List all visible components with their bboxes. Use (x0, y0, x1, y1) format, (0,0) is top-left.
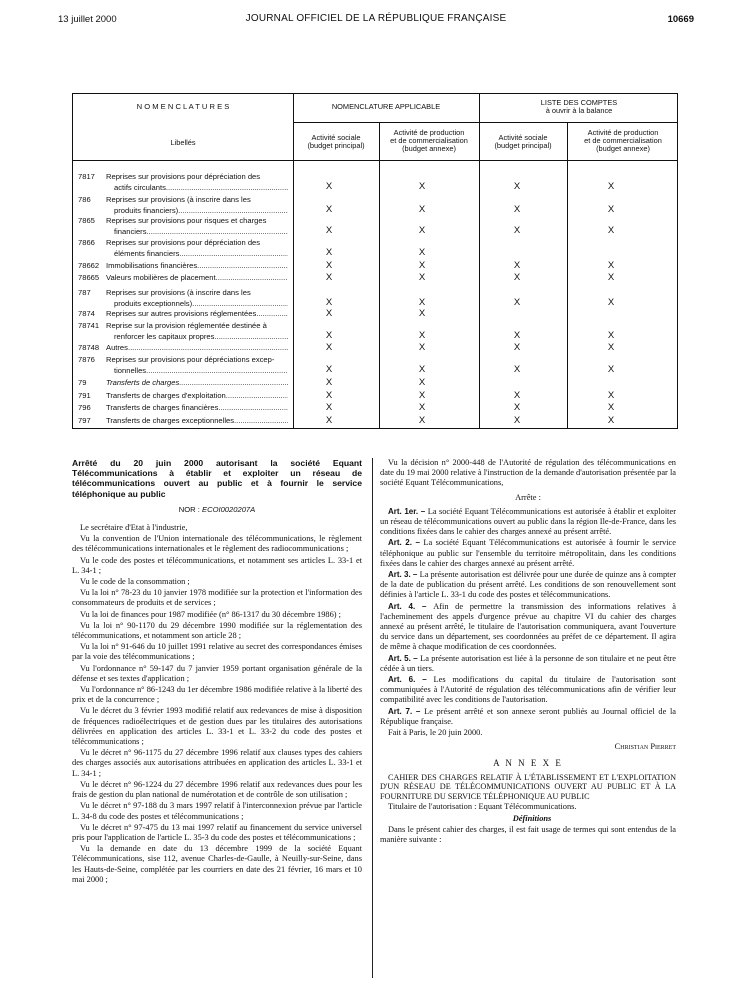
article-label: Art. 6. – (388, 675, 434, 685)
x-mark: X (418, 402, 426, 413)
subheader-line: (budget annexe) (596, 144, 650, 153)
x-mark: X (418, 272, 426, 283)
nor-value: ECOI0020207A (202, 504, 256, 514)
article-text: La société Equant Télécommunications est autorisée à établir et exploiter un réseau de télécommunications ouvert au public dans la région Ile-de-France, dans les conditions fixées dans le cahier des charges annexé au présent arrêté. (380, 506, 676, 537)
x-mark: X (513, 342, 521, 353)
arrete-label: Arrête : (515, 492, 541, 502)
x-mark: X (418, 297, 426, 308)
article-text: Le présent arrêté et son annexe seront publiés au Journal officiel de la République française. (380, 706, 676, 726)
visa-paragraph: Vu le code de la consommation ; (80, 577, 190, 587)
row-label-line: financiers ..... (106, 227, 288, 238)
row-code: 787 (78, 288, 91, 297)
row-label-line: renforcer les capitaux propres ..... (106, 332, 288, 343)
row-label (106, 261, 288, 272)
row-label-line: Reprises sur provisions (à inscrire dans les (106, 195, 251, 204)
x-mark: X (513, 181, 521, 192)
article-text: Afin de permettre la transmission des informations relatives à l'acheminement des appels d'urgence prévue au chapitre VI du cahier des charges annexé au présent arrêté, le titulaire de l'autorisation communiquera, avant l'ouverture du service dans un département, ses coordonnées au préfet de ce département. Il agira de même à chaque modification de ces coordonnées. (380, 601, 676, 652)
visa-paragraph: Vu le code des postes et télécommunications, et notamment ses articles L. 33-1 et L. 34-1 ; (72, 555, 362, 575)
x-mark: X (418, 204, 426, 215)
row-label (106, 172, 288, 193)
visa-paragraph: Vu le décret du 3 février 1993 modifié relatif aux redevances de mise à disposition de fréquences radioélectriques et de gestion dues par les titulaires des autorisations délivrées en application des articles L. 33-1 et L. 33-2 du code des postes et télécommunications ; (72, 706, 362, 747)
subheader-line: et de commercialisation (584, 136, 662, 145)
article-label: Art. 5. – (388, 653, 421, 663)
visa-paragraph: Vu l'ordonnance n° 86-1243 du 1er décembre 1986 modifiée relative à la liberté des prix et de la concurrence ; (72, 685, 362, 705)
signature: Christian Pierret (614, 742, 676, 752)
x-mark: X (325, 402, 333, 413)
x-mark: X (325, 204, 333, 215)
row-label-line: Reprises sur provisions pour dépréciation des (106, 238, 261, 247)
x-mark: X (513, 402, 521, 413)
x-mark: X (607, 415, 615, 426)
article-label: Art. 4. – (388, 601, 434, 611)
table-divider (73, 160, 677, 161)
x-mark: X (325, 308, 333, 319)
subheader-activite-production (379, 129, 479, 153)
annexe-heading: A N N E X E (493, 758, 563, 769)
article-label: Art. 7. – (388, 706, 425, 716)
row-code: 786 (78, 195, 91, 204)
x-mark: X (418, 415, 426, 426)
row-label-line: éléments financiers ..... (106, 249, 288, 260)
left-column (72, 458, 362, 886)
row-code: 78741 (78, 321, 100, 330)
x-mark: X (607, 204, 615, 215)
x-mark: X (418, 260, 426, 271)
subheader-activite-sociale (479, 134, 567, 150)
x-mark: X (513, 297, 521, 308)
row-label-line: Reprise sur la provision réglementée destinée à (106, 321, 267, 330)
nor-reference (72, 505, 362, 515)
x-mark: X (325, 330, 333, 341)
header-date: 13 juillet 2000 (58, 14, 117, 25)
subheader-activite-production (567, 129, 679, 153)
visa-list (72, 523, 362, 885)
row-code: 78748 (78, 343, 100, 352)
x-mark: X (607, 181, 615, 192)
x-mark: X (513, 260, 521, 271)
subheader-line: et de commercialisation (390, 136, 468, 145)
row-label-line: tionnelles ..... (106, 366, 288, 377)
x-mark: X (607, 342, 615, 353)
subheader-line: Activité de production (393, 128, 465, 137)
row-label-line: produits exceptionnels) ..... (106, 299, 288, 310)
subheader-line: Activité de production (587, 128, 659, 137)
row-label-line: produits financiers) ..... (106, 206, 288, 217)
cahier-title: CAHIER DES CHARGES RELATIF À L'ÉTABLISSEMENT ET L'EXPLOITATION D'UN RÉSEAU DE TÉLÉCOMMUNICATIONS OUVERT AU PUBLIC ET À LA FOURNITURE DU SERVICE TÉLÉPHONIQUE AU PUBLIC (380, 772, 676, 801)
x-mark: X (418, 364, 426, 375)
row-code: 78665 (78, 273, 100, 282)
visa-paragraph: Vu la convention de l'Union internationale des télécommunications, le règlement des télécommunications internationales et le règlement des radiocommunications ; (72, 534, 362, 554)
article-text: La présente autorisation est délivrée pour une durée de quinze ans à compter de la date de publication du présent arrêté. Les conditions de son renouvellement sont définies à l'article L. 33-1 du code des postes et télécommunications. (380, 570, 676, 600)
row-label-line: Transferts de charges ..... (106, 378, 288, 389)
x-mark: X (513, 225, 521, 236)
article-label: Art. 2. – (388, 538, 424, 548)
row-label (106, 216, 288, 237)
x-mark: X (513, 364, 521, 375)
arrete-title: Arrêté du 20 juin 2000 autorisant la société Equant Télécommunications à établir et exploiter un réseau de télécommunications ouvert au public et à fournir le service téléphonique au public (72, 458, 362, 499)
article-paragraph (380, 507, 676, 538)
nor-label: NOR : (178, 504, 200, 514)
fait-line: Fait à Paris, le 20 juin 2000. (388, 728, 483, 738)
x-mark: X (325, 415, 333, 426)
header-journal-title: JOURNAL OFFICIEL DE LA RÉPUBLIQUE FRANÇAISE (245, 13, 507, 24)
row-code: 791 (78, 391, 91, 400)
row-label (106, 416, 288, 427)
x-mark: X (513, 204, 521, 215)
visa-paragraph: Vu le décret n° 96-1175 du 27 décembre 1996 relatif aux clauses types des cahiers des charges associés aux autorisations attribuées en application des articles L. 33-1 et L. 34-1 ; (72, 748, 362, 778)
article-paragraph (380, 602, 676, 653)
row-label-line: Immobilisations financières ..... (106, 261, 288, 272)
article-paragraph (380, 675, 676, 706)
row-code: 797 (78, 416, 91, 425)
article-text: La présente autorisation est liée à la personne de son titulaire et ne peut être cédée à un tiers. (380, 653, 676, 673)
row-code: 7865 (78, 216, 95, 225)
row-label-line: Reprises sur provisions pour risques et charges (106, 216, 267, 225)
definitions-heading: Définitions (512, 813, 552, 823)
x-mark: X (325, 181, 333, 192)
article-paragraph (380, 538, 676, 569)
row-code: 796 (78, 403, 91, 412)
right-column (380, 458, 676, 846)
visa-paragraph: Vu le décret n° 96-1224 du 27 décembre 1996 relatif aux redevances dues pour les frais de gestion du plan national de numérotation et de contrôle de son utilisation ; (72, 779, 362, 800)
row-code: 78662 (78, 261, 100, 270)
row-label (106, 309, 288, 320)
subheader-line: Activité sociale (498, 133, 548, 142)
visa-paragraph: Vu l'ordonnance n° 59-147 du 7 janvier 1959 portant organisation générale de la défense et ses textes d'application ; (72, 663, 362, 683)
x-mark: X (418, 225, 426, 236)
header-liste-line1: LISTE DES COMPTES (540, 98, 618, 107)
header-liste-line2: à ouvrir à la balance (545, 106, 613, 115)
x-mark: X (325, 364, 333, 375)
row-label (106, 238, 288, 259)
row-code: 7866 (78, 238, 95, 247)
x-mark: X (325, 377, 333, 388)
x-mark: X (325, 272, 333, 283)
x-mark: X (607, 330, 615, 341)
visa-paragraph: Vu la demande en date du 13 décembre 1999 de la société Equant Télécommunications, sise 112, avenue Charles-de-Gaulle, à Neuilly-sur-Seine, dans les Hauts-de-Seine, complétée par les courriers en date des 21 février, 16 mars et 10 mai 2000 ; (72, 844, 362, 884)
row-label (106, 391, 288, 402)
row-label (106, 355, 288, 376)
subheader-line: (budget principal) (494, 141, 552, 150)
x-mark: X (513, 272, 521, 283)
x-mark: X (418, 181, 426, 192)
row-label-line: Transferts de charges financières ..... (106, 403, 288, 414)
x-mark: X (607, 402, 615, 413)
row-label (106, 195, 288, 216)
x-mark: X (325, 247, 333, 258)
definitions-text: Dans le présent cahier des charges, il est fait usage de termes qui sont entendus de la manière suivante : (380, 824, 676, 845)
x-mark: X (325, 297, 333, 308)
header-nomenclatures: N O M E N C L A T U R E S (136, 102, 230, 111)
visa-paragraph: Le secrétaire d'Etat à l'industrie, (80, 523, 188, 533)
visa-paragraph: Vu la loi n° 78-23 du 10 janvier 1978 modifiée sur la protection et l'information des consommateurs de produits et de services ; (72, 588, 362, 608)
article-text: Les modifications du capital du titulaire de l'autorisation sont communiquées à l'Autorité de régulation des télécommunications afin de vérifier leur compatibilité avec les conditions de l'autorisation. (380, 675, 676, 705)
row-label (106, 343, 288, 354)
x-mark: X (513, 330, 521, 341)
x-mark: X (418, 308, 426, 319)
table-divider (567, 122, 568, 428)
x-mark: X (607, 272, 615, 283)
article-paragraph (380, 654, 676, 674)
x-mark: X (513, 415, 521, 426)
subheader-activite-sociale (293, 134, 379, 150)
row-label-line: Transferts de charges d'exploitation ..... (106, 391, 288, 402)
row-label (106, 403, 288, 414)
row-label (106, 288, 288, 309)
subheader-line: (budget annexe) (402, 144, 456, 153)
x-mark: X (607, 225, 615, 236)
column-divider (372, 458, 373, 978)
visa-paragraph: Vu la loi n° 91-646 du 10 juillet 1991 relative au secret des correspondances émises par la voie des télécommunications ; (72, 642, 362, 662)
row-label-line: Transferts de charges exceptionnelles ..... (106, 416, 288, 427)
article-label: Art. 1er. – (388, 506, 428, 516)
header-liste-comptes (479, 99, 679, 115)
x-mark: X (418, 330, 426, 341)
row-label-line: actifs circulants ..... (106, 183, 288, 194)
visa-paragraph: Vu le décret n° 97-188 du 3 mars 1997 relatif à l'interconnexion prévue par l'article L. 34-8 du code des postes et télécommunications ; (72, 801, 362, 821)
x-mark: X (607, 297, 615, 308)
header-page-number: 10669 (667, 14, 694, 25)
intro-paragraph: Vu la décision n° 2000-448 de l'Autorité de régulation des télécommunications en date du 19 mai 2000 relative à l'instruction de la demande d'autorisation présentée par la société Equant Télécommunications, (380, 458, 676, 488)
visa-paragraph: Vu le décret n° 97-475 du 13 mai 1997 relatif au financement du service universel pris pour l'application de l'article L. 35-3 du code des postes et télécommunications ; (72, 822, 362, 842)
x-mark: X (607, 260, 615, 271)
table-divider (293, 122, 677, 123)
row-label (106, 273, 288, 284)
x-mark: X (325, 260, 333, 271)
row-label (106, 321, 288, 342)
row-label-line: Autres ..... (106, 343, 288, 354)
x-mark: X (418, 377, 426, 388)
row-code: 7817 (78, 172, 95, 181)
x-mark: X (325, 225, 333, 236)
header-nomenclature-applicable: NOMENCLATURE APPLICABLE (331, 102, 441, 111)
article-paragraph (380, 707, 676, 727)
row-code: 7876 (78, 355, 95, 364)
article-label: Art. 3. – (388, 570, 420, 580)
x-mark: X (607, 390, 615, 401)
articles-list (380, 507, 676, 727)
x-mark: X (418, 247, 426, 258)
page-header (58, 12, 694, 28)
row-label-line: Valeurs mobilières de placement ..... (106, 273, 288, 284)
subheader-line: (budget principal) (307, 141, 365, 150)
subheader-line: Activité sociale (311, 133, 361, 142)
x-mark: X (418, 342, 426, 353)
header-libelles: Libellés (170, 138, 196, 147)
x-mark: X (325, 390, 333, 401)
x-mark: X (325, 342, 333, 353)
row-code: 7874 (78, 309, 95, 318)
x-mark: X (513, 390, 521, 401)
visa-paragraph: Vu la loi de finances pour 1987 modifiée (n° 86-1317 du 30 décembre 1986) ; (80, 609, 342, 619)
article-text: La société Equant Télécommunications est autorisée à fournir le service téléphonique au public sur l'ensemble du territoire métropolitain, dans les conditions fixées dans le cahier des charges annexé au présent arrêté. (380, 538, 676, 568)
row-label-line: Reprises sur provisions (à inscrire dans les (106, 288, 251, 297)
titulaire-line: Titulaire de l'autorisation : Equant Télécommunications. (388, 802, 577, 812)
row-label (106, 378, 288, 389)
visa-paragraph: Vu la loi n° 90-1170 du 29 décembre 1990 modifiée sur la réglementation des télécommunications, et notamment son article 28 ; (72, 620, 362, 641)
table-divider (379, 122, 380, 428)
row-code: 79 (78, 378, 87, 387)
article-paragraph (380, 570, 676, 601)
row-label-line: Reprises sur provisions pour dépréciation des (106, 172, 261, 181)
x-mark: X (418, 390, 426, 401)
row-label-line: Reprises sur provisions pour dépréciations excep- (106, 355, 275, 364)
x-mark: X (607, 364, 615, 375)
row-label-line: Reprises sur autres provisions réglementées ..... (106, 309, 288, 320)
